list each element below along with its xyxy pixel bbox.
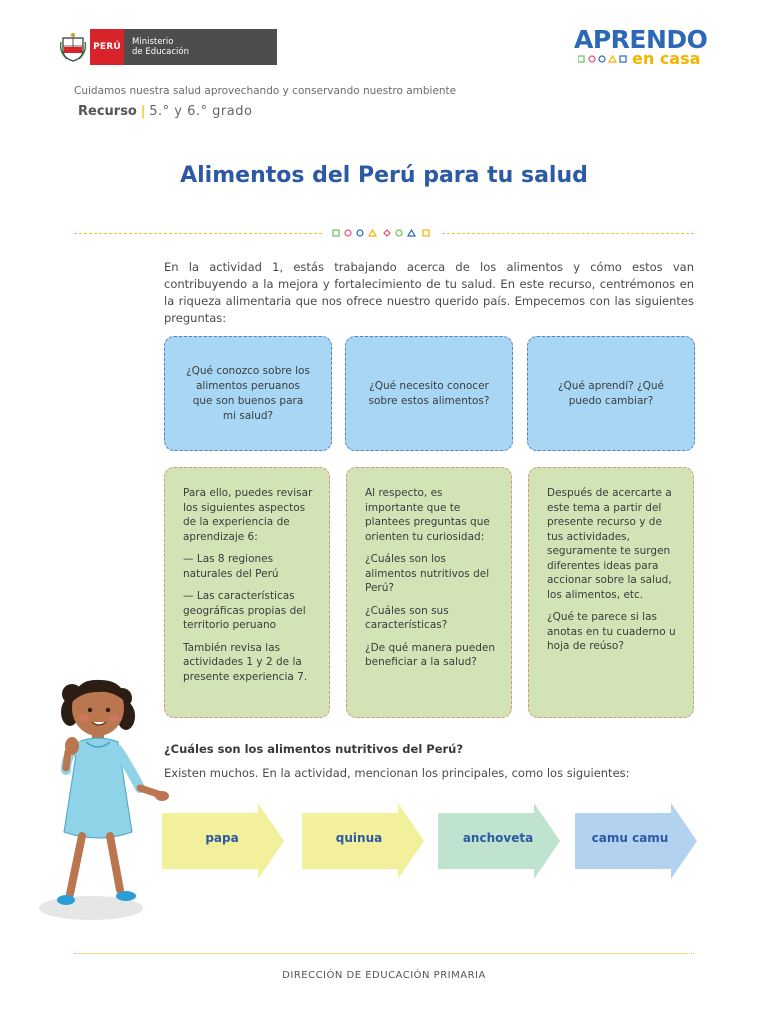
coat-of-arms-icon [56,29,90,65]
resource-label: Recurso [78,104,137,119]
aprendo-en-casa-logo [574,26,720,72]
food-label-quinua: quinua [335,831,383,845]
footer-divider [74,953,694,954]
ministry-line-2: de Educación [132,47,189,57]
answer-text: — Las características geográficas propias del territorio peruano [183,590,306,631]
answer-text: Al respecto, es importante que te plantees preguntas que orienten tu curiosidad: [365,487,490,543]
question-box-2: ¿Qué necesito conocer sobre estos alimentos? [345,336,513,451]
answer-text: Para ello, puedes revisar los siguientes aspectos de la experiencia de aprendizaje 6: [183,487,313,543]
question-box-1: ¿Qué conozco sobre los alimentos peruanos que son buenos para mi salud? [164,336,332,451]
title-divider-left [74,233,322,234]
answer-text: Después de acercarte a este tema a partir del presente recurso y de tus actividades, seguramente te surgen diferentes ideas para accionar sobre la salud, los alimentos, etc. [547,487,672,601]
ministry-name [124,29,277,65]
food-label-camu-camu: camu camu [591,831,669,845]
title-divider-right [442,233,694,234]
resource-separator: | [140,104,146,119]
answer-text: ¿De qué manera pueden beneficiar a la salud? [365,641,495,668]
answer-text: También revisa las actividades 1 y 2 de la presente experiencia 7. [183,641,308,683]
grade-label: 5.° y 6.° grado [149,104,253,119]
section-question: ¿Cuáles son los alimentos nutritivos del Perú? [164,742,464,756]
answer-text: ¿Cuáles son los alimentos nutritivos del Perú? [365,553,490,594]
answer-box-3 [528,467,694,718]
food-label-papa: papa [205,831,239,845]
country-label: PERÚ [90,29,124,65]
answer-box-2 [346,467,512,718]
brand-subtitle: en casa [632,49,701,68]
answer-text: — Las 8 regiones naturales del Perú [183,553,279,580]
girl-illustration [36,672,176,932]
resource-grade-line [78,104,252,119]
answer-text: ¿Cuáles son sus características? [365,604,449,631]
section-text: Existen muchos. En la actividad, mencionan los principales, como los siguientes: [164,766,630,780]
ministry-logo [56,29,277,65]
divider-shapes-icon [332,228,436,238]
question-box-3: ¿Qué aprendí? ¿Qué puedo cambiar? [527,336,695,451]
food-label-anchoveta: anchoveta [462,831,534,845]
unit-subtitle: Cuidamos nuestra salud aprovechando y conservando nuestro ambiente [74,85,457,97]
answer-box-1 [164,467,330,718]
footer-text: DIRECCIÓN DE EDUCACIÓN PRIMARIA [282,970,486,981]
answer-text: ¿Qué te parece si las anotas en tu cuaderno u hoja de reúso? [547,611,676,652]
brand-shapes-icon [578,55,630,63]
brand-title: APRENDO [574,25,708,54]
intro-paragraph: En la actividad 1, estás trabajando acerca de los alimentos y cómo estos van contribuyendo a la mejora y fortalecimiento de tu salud. En este recurso, centrémonos en la riqueza alimentaria que nos ofrece nuestro querido país. Empecemos con las siguientes preguntas: [164,260,694,325]
page-title: Alimentos del Perú para tu salud [180,163,588,188]
ministry-line-1: Ministerio [132,37,174,47]
